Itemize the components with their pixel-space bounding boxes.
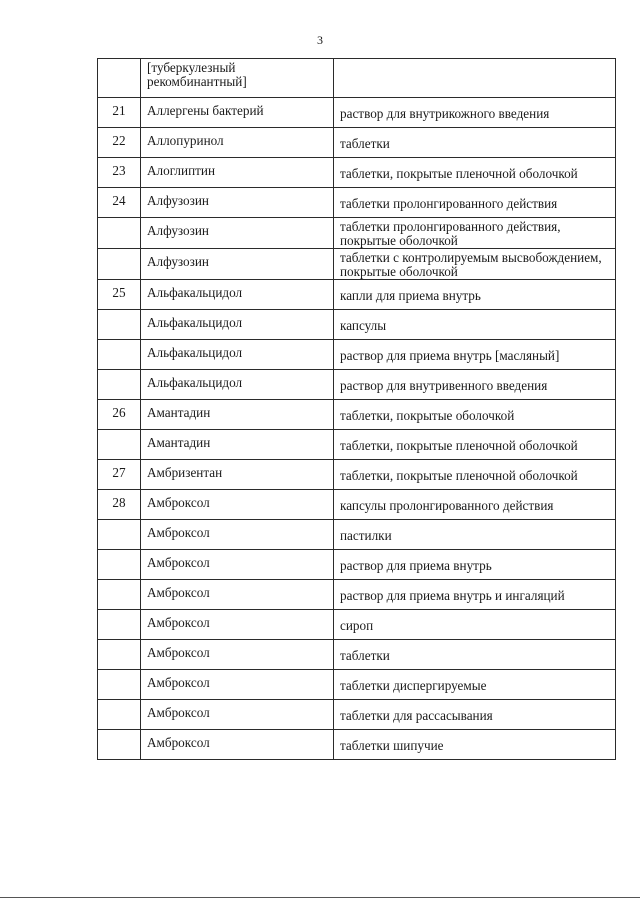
dosage-form: таблетки, покрытые пленочной оболочкой bbox=[334, 158, 616, 188]
row-number bbox=[98, 310, 141, 340]
table-row bbox=[98, 98, 616, 128]
drug-name: Амброксол bbox=[141, 520, 334, 550]
table-row bbox=[98, 670, 616, 700]
table-row bbox=[98, 550, 616, 580]
table-row bbox=[98, 370, 616, 400]
table-row bbox=[98, 580, 616, 610]
row-number bbox=[98, 218, 141, 249]
drug-table bbox=[97, 58, 616, 760]
row-number bbox=[98, 610, 141, 640]
drug-name: Амброксол bbox=[141, 730, 334, 760]
drug-name: Амбризентан bbox=[141, 460, 334, 490]
drug-name: Алфузозин bbox=[141, 188, 334, 218]
dosage-form: таблетки, покрытые оболочкой bbox=[334, 400, 616, 430]
row-number bbox=[98, 430, 141, 460]
table-row bbox=[98, 460, 616, 490]
drug-name: Алфузозин bbox=[141, 218, 334, 249]
dosage-form: раствор для внутрикожного введения bbox=[334, 98, 616, 128]
row-number bbox=[98, 580, 141, 610]
table-row bbox=[98, 310, 616, 340]
drug-name: Амброксол bbox=[141, 550, 334, 580]
row-number bbox=[98, 520, 141, 550]
drug-name: Амброксол bbox=[141, 490, 334, 520]
table-row bbox=[98, 400, 616, 430]
row-number bbox=[98, 249, 141, 280]
table-row bbox=[98, 700, 616, 730]
dosage-form: раствор для внутривенного введения bbox=[334, 370, 616, 400]
table-row bbox=[98, 610, 616, 640]
table-row bbox=[98, 280, 616, 310]
dosage-form: сироп bbox=[334, 610, 616, 640]
drug-name: Алоглиптин bbox=[141, 158, 334, 188]
row-number bbox=[98, 670, 141, 700]
row-number bbox=[98, 370, 141, 400]
drug-name: Аллопуринол bbox=[141, 128, 334, 158]
dosage-form: таблетки, покрытые пленочной оболочкой bbox=[334, 460, 616, 490]
table-row bbox=[98, 490, 616, 520]
dosage-form: раствор для приема внутрь bbox=[334, 550, 616, 580]
row-number: 28 bbox=[98, 490, 141, 520]
drug-name: Альфакальцидол bbox=[141, 310, 334, 340]
row-number: 25 bbox=[98, 280, 141, 310]
drug-name: Амброксол bbox=[141, 580, 334, 610]
row-number bbox=[98, 640, 141, 670]
drug-name: Альфакальцидол bbox=[141, 340, 334, 370]
row-number: 23 bbox=[98, 158, 141, 188]
table-row bbox=[98, 430, 616, 460]
drug-name: Альфакальцидол bbox=[141, 280, 334, 310]
dosage-form: таблетки для рассасывания bbox=[334, 700, 616, 730]
drug-name: Амантадин bbox=[141, 430, 334, 460]
table-row bbox=[98, 640, 616, 670]
row-number bbox=[98, 730, 141, 760]
dosage-form: таблетки пролонгированного действия, покрытые оболочкой bbox=[334, 218, 616, 249]
row-number bbox=[98, 59, 141, 98]
table-row bbox=[98, 340, 616, 370]
dosage-form: капсулы пролонгированного действия bbox=[334, 490, 616, 520]
dosage-form bbox=[334, 59, 616, 98]
table-row bbox=[98, 188, 616, 218]
page-number: 3 bbox=[317, 33, 323, 47]
dosage-form: таблетки bbox=[334, 640, 616, 670]
dosage-form: капсулы bbox=[334, 310, 616, 340]
row-number bbox=[98, 550, 141, 580]
drug-name: [туберкулезный рекомбинантный] bbox=[141, 59, 334, 98]
dosage-form: пастилки bbox=[334, 520, 616, 550]
table-row bbox=[98, 730, 616, 760]
row-number: 22 bbox=[98, 128, 141, 158]
dosage-form: таблетки, покрытые пленочной оболочкой bbox=[334, 430, 616, 460]
dosage-form: таблетки шипучие bbox=[334, 730, 616, 760]
drug-name: Амброксол bbox=[141, 700, 334, 730]
row-number bbox=[98, 340, 141, 370]
row-number: 26 bbox=[98, 400, 141, 430]
drug-table-body bbox=[98, 59, 616, 760]
dosage-form: таблетки пролонгированного действия bbox=[334, 188, 616, 218]
page-bottom-edge bbox=[0, 897, 640, 898]
table-row bbox=[98, 218, 616, 249]
dosage-form: раствор для приема внутрь и ингаляций bbox=[334, 580, 616, 610]
dosage-form: таблетки bbox=[334, 128, 616, 158]
drug-name: Амантадин bbox=[141, 400, 334, 430]
row-number: 27 bbox=[98, 460, 141, 490]
row-number: 21 bbox=[98, 98, 141, 128]
dosage-form: капли для приема внутрь bbox=[334, 280, 616, 310]
drug-name: Амброксол bbox=[141, 610, 334, 640]
table-row bbox=[98, 59, 616, 98]
row-number: 24 bbox=[98, 188, 141, 218]
table-row bbox=[98, 128, 616, 158]
drug-name: Амброксол bbox=[141, 640, 334, 670]
dosage-form: раствор для приема внутрь [масляный] bbox=[334, 340, 616, 370]
table-row bbox=[98, 520, 616, 550]
drug-name: Альфакальцидол bbox=[141, 370, 334, 400]
drug-name: Алфузозин bbox=[141, 249, 334, 280]
row-number bbox=[98, 700, 141, 730]
dosage-form: таблетки диспергируемые bbox=[334, 670, 616, 700]
drug-name: Аллергены бактерий bbox=[141, 98, 334, 128]
table-row bbox=[98, 249, 616, 280]
table-row bbox=[98, 158, 616, 188]
dosage-form: таблетки с контролируемым высвобождением, покрытые оболочкой bbox=[334, 249, 616, 280]
drug-name: Амброксол bbox=[141, 670, 334, 700]
